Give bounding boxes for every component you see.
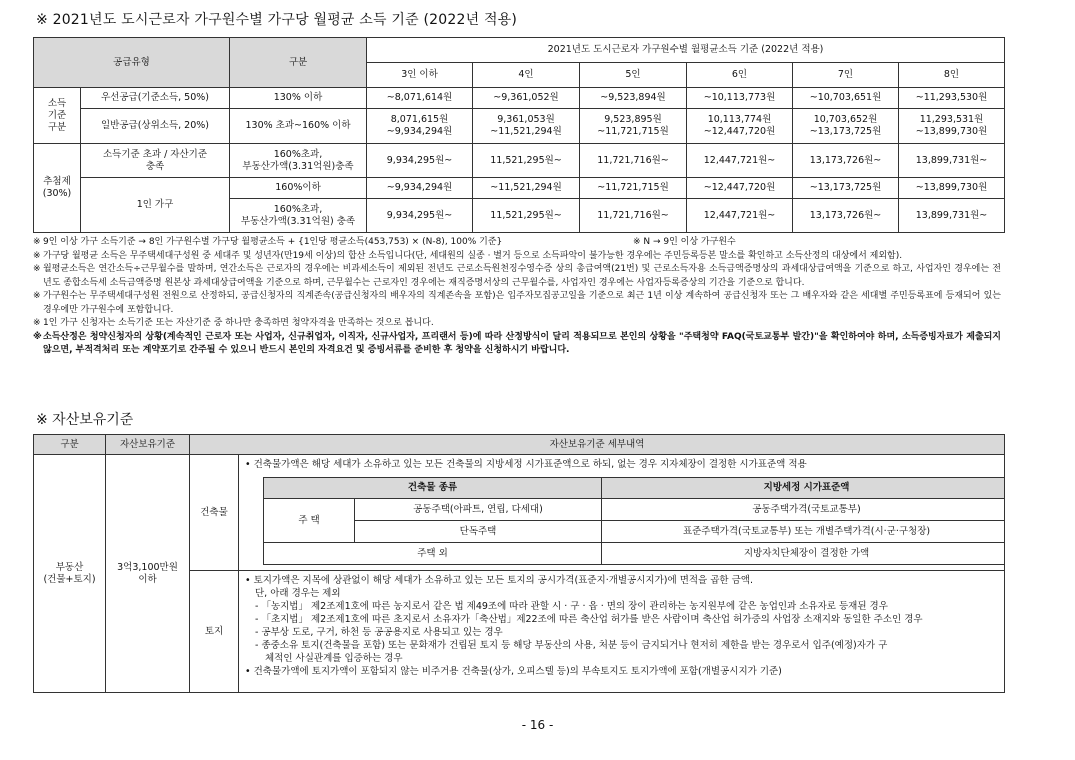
cell-value: ~8,071,614원 (367, 88, 473, 109)
header-standard: 자산보유기준 (106, 435, 190, 455)
cell-value: 11,293,531원 ~13,899,730원 (899, 109, 1005, 144)
note-item (33, 290, 1001, 317)
note-text: 소득산정은 청약신청자의 상황(계속적인 근로자 또는 사업자, 신규취업자, 이직자, 신규사업자, 프리랜서 등)에 따라 산정방식이 달리 적용되므로 본인의 상황을 "주택청약 FAQ(국토교통부 발간)"을 확인하여야 하며, 소득증빙자료가 제출되지 않으면, 부적격처리 또는 계약포기로 간주될 수 있으니 반드시 본인의 자격요건 및 증빙서류를 준비한 후 청약을 신청하시기 바랍니다. (43, 331, 1001, 355)
cell-value: 11,521,295원~ (473, 144, 580, 178)
table-row (264, 521, 1005, 543)
building-price: 공동주택가격(국토교통부) (602, 499, 1005, 521)
header-col: 8인 (899, 63, 1005, 88)
table-row (264, 543, 1005, 565)
note-item (33, 236, 1001, 250)
building-type-header: 건축물 종류 (264, 478, 602, 499)
header-supply-type: 공급유형 (34, 38, 230, 88)
cell-value: 12,447,721원~ (687, 144, 793, 178)
page-number: - 16 - (521, 718, 554, 732)
row-type: 1인 가구 (81, 178, 230, 233)
note-text: 가구원수는 무주택세대구성원 전원으로 산정하되, 공급신청자의 직계존속(공급신청자의 배우자의 직계존속을 포함)은 입주자모집공고일을 기준으로 최근 1년 이상 계속하여 공급신청자 또는 그 배우자와 같은 세대별 주민등록표에 등재되어 있는 경우에만 가구원수에 포함합니다. (43, 291, 1001, 315)
cell-value: ~12,447,720원 (687, 178, 793, 199)
land-label: 토지 (190, 571, 239, 693)
group-income-standard: 소득 기준 구분 (34, 88, 81, 144)
note-item (33, 250, 1001, 264)
land-line: - 「농지법」 제2조제1호에 따른 농지로서 같은 법 제49조에 따라 관할 시 · 구 · 읍 · 면의 장이 관리하는 농지원부에 같은 농업인과 소유자로 등재된 경우 (255, 601, 888, 612)
table-row (34, 178, 1005, 199)
land-line: 체적인 사실관계를 입증하는 경우 (265, 653, 403, 664)
land-line: - 공부상 도로, 구거, 하천 등 공공용지로 사용되고 있는 경우 (255, 627, 503, 638)
building-type: 주택 외 (264, 543, 602, 565)
building-price-header: 지방세정 시가표준액 (602, 478, 1005, 499)
note-text: 가구당 월평균 소득은 무주택세대구성원 중 세대주 및 성년자(만19세 이상)의 합산 소득입니다(단, 세대원의 실종 · 별거 등으로 소득파악이 불가능한 경우에는 주민등록등본 말소를 확인하고 소득산정의 대상에서 제외함). (43, 250, 903, 261)
cell-value: ~10,113,773원 (687, 88, 793, 109)
cell-value: 11,721,716원~ (580, 199, 687, 233)
note-text: 1인 가구 신청자는 소득기준 또는 자산기준 중 하나만 충족하면 청약자격을 만족하는 것으로 봅니다. (43, 318, 434, 328)
note-item (33, 263, 1001, 290)
land-line: • 건축물가액에 토지가액이 포함되지 않는 비주거용 건축물(상가, 오피스텔 등)의 부속토지도 토지가액에 포함(개별공시지가 기준) (245, 666, 782, 677)
cell-value: 9,361,053원 ~11,521,294원 (473, 109, 580, 144)
cell-value: ~13,899,730원 (899, 178, 1005, 199)
cell-value: 13,173,726원~ (793, 144, 899, 178)
header-col: 3인 이하 (367, 63, 473, 88)
cell-value: 13,899,731원~ (899, 199, 1005, 233)
land-line: - 「초지법」 제2조제1호에 따른 초지로서 소유자가「축산법」제22조에 따른 축산업 허가를 받은 사람이며 축산업 허가증의 사업장 소재지와 동일한 주소인 경우 (255, 614, 923, 625)
row-type: 우선공급(기준소득, 50%) (81, 88, 230, 109)
land-detail (239, 571, 1005, 693)
note-item (33, 317, 1001, 331)
building-detail (239, 455, 1005, 571)
note-mark: ※ (33, 291, 41, 301)
row-category: 160%초과, 부동산가액(3.31억원)충족 (230, 144, 367, 178)
land-line: 단, 아래 경우는 제외 (255, 588, 341, 599)
row-type: 소득기준 초과 / 자산기준 충족 (81, 144, 230, 178)
cell-value: 11,521,295원~ (473, 199, 580, 233)
building-label: 건축물 (190, 455, 239, 571)
row-category: 130% 이하 (230, 88, 367, 109)
cell-value: 9,934,295원~ (367, 144, 473, 178)
cell-value: 9,523,895원 ~11,721,715원 (580, 109, 687, 144)
asset-category: 부동산 (건물+토지) (34, 455, 106, 693)
cell-value: ~9,934,294원 (367, 178, 473, 199)
header-detail: 자산보유기준 세부내역 (190, 435, 1005, 455)
cell-value: ~13,173,725원 (793, 178, 899, 199)
row-category: 160%이하 (230, 178, 367, 199)
cell-value: ~11,721,715원 (580, 178, 687, 199)
note-mark: ※ (33, 237, 41, 247)
note-mark: ※ (33, 318, 41, 328)
note-mark: ※ (33, 250, 41, 261)
header-col: 5인 (580, 63, 687, 88)
building-type-table (263, 477, 1005, 565)
table-row (264, 499, 1005, 521)
building-price: 표준주택가격(국토교통부) 또는 개별주택가격(시·군·구청장) (602, 521, 1005, 543)
note-mark: ※ (33, 331, 42, 342)
housing-label: 주 택 (264, 499, 355, 543)
row-category: 160%초과, 부동산가액(3.31억원) 충족 (230, 199, 367, 233)
cell-value: ~11,293,530원 (899, 88, 1005, 109)
cell-value: 13,173,726원~ (793, 199, 899, 233)
building-type: 공동주택(아파트, 연립, 다세대) (355, 499, 602, 521)
cell-value: ~9,361,052원 (473, 88, 580, 109)
cell-value: 8,071,615원 ~9,934,294원 (367, 109, 473, 144)
asset-section-title: ※ 자산보유기준 (36, 412, 134, 428)
cell-value: 9,934,295원~ (367, 199, 473, 233)
header-col: 4인 (473, 63, 580, 88)
note-text: 월평균소득은 연간소득÷근무월수를 말하며, 연간소득은 근로자의 경우에는 비과세소득이 제외된 전년도 근로소득원천징수영수증 상의 총급여액(21번) 및 근로소득자용 소득금액증명상의 과세대상급여액을 기준으로 하고, 사업자인 경우에는 전년도 종합소득세 소득금액증명 원본상 과세대상급여액을 기준으로 하며, 근무월수는 근로자인 경우에는 재직증명서상의 근무월수를, 사업자인 경우에는 사업자등록증상의 기간을 기준으로 합니다. (43, 264, 1001, 288)
note-right: ※ N → 9인 이상 가구원수 (633, 237, 736, 247)
note-mark: ※ (33, 264, 41, 274)
cell-value: 12,447,721원~ (687, 199, 793, 233)
building-price: 지방자치단체장이 결정한 가액 (602, 543, 1005, 565)
table-row (34, 144, 1005, 178)
cell-value: ~11,521,294원 (473, 178, 580, 199)
row-category: 130% 초과~160% 이하 (230, 109, 367, 144)
building-bullet: • 건축물가액은 해당 세대가 소유하고 있는 모든 건축물의 지방세정 시가표준액으로 하되, 없는 경우 지자체장이 결정한 시가표준액 적용 (245, 459, 807, 470)
header-col: 6인 (687, 63, 793, 88)
table-row (34, 109, 1005, 144)
cell-value: 10,113,774원 ~12,447,720원 (687, 109, 793, 144)
cell-value: 10,703,652원 ~13,173,725원 (793, 109, 899, 144)
row-type: 일반공급(상위소득, 20%) (81, 109, 230, 144)
header-category: 구분 (230, 38, 367, 88)
cell-value: ~10,703,651원 (793, 88, 899, 109)
header-category: 구분 (34, 435, 106, 455)
note-item-emphasis (33, 331, 1001, 358)
cell-value: ~9,523,894원 (580, 88, 687, 109)
note-text: 9인 이상 가구 소득기준 → 8인 가구원수별 가구당 월평균소득 + {1인당 평균소득(453,753) × (N-8), 100% 기준} (43, 237, 503, 247)
land-line: - 종중소유 토지(건축물을 포함) 또는 문화재가 건립된 토지 등 해당 부동산의 사용, 처분 등이 금지되거나 현저히 제한을 받는 경우로서 입주(예정)자가 구 (255, 640, 888, 651)
cell-value: 13,899,731원~ (899, 144, 1005, 178)
group-lottery: 추첨제 (30%) (34, 144, 81, 233)
header-col: 7인 (793, 63, 899, 88)
building-type: 단독주택 (355, 521, 602, 543)
asset-table (33, 434, 1005, 693)
asset-standard: 3억3,100만원 이하 (106, 455, 190, 693)
income-table (33, 37, 1005, 233)
income-section-title: ※ 2021년도 도시근로자 가구원수별 가구당 월평균 소득 기준 (2022년 적용) (36, 12, 518, 28)
land-line: • 토지가액은 지목에 상관없이 해당 세대가 소유하고 있는 모든 토지의 공시가격(표준지·개별공시지가)에 면적을 곱한 금액. (245, 575, 753, 586)
notes-list (33, 236, 1001, 358)
header-span-title: 2021년도 도시근로자 가구원수별 월평균소득 기준 (2022년 적용) (367, 38, 1005, 63)
cell-value: 11,721,716원~ (580, 144, 687, 178)
table-row (34, 88, 1005, 109)
